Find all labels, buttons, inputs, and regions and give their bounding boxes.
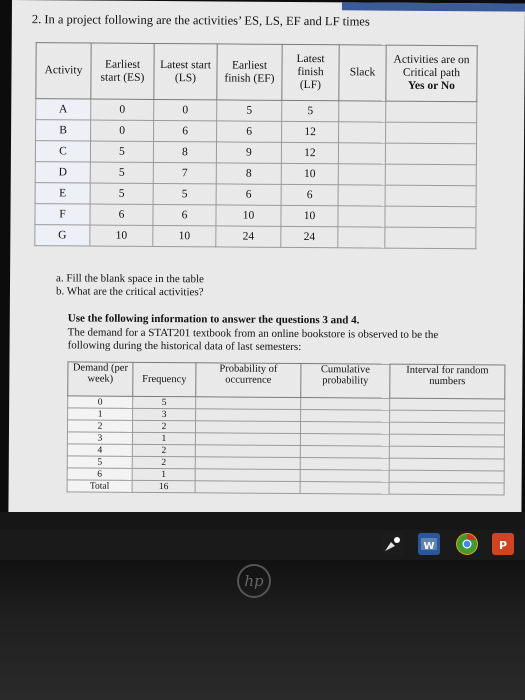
cell-slack [339,122,386,143]
cell-lf: 6 [281,184,338,205]
cell-frequency: 2 [132,420,195,432]
question-34-text-2: following during the historical data of last semesters: [67,339,302,354]
cell-critical [385,143,476,165]
cell-slack [338,143,385,164]
cell-slack [339,101,386,122]
cell-critical [385,164,476,186]
cell-ef: 8 [216,163,281,184]
cell-probability [195,481,300,494]
cell-critical [385,227,476,249]
cell-ls: 6 [154,120,217,141]
cell-critical [386,122,477,144]
cell-probability [196,409,301,422]
cell-activity: E [35,183,90,204]
cell-ls: 7 [153,162,216,183]
cell-probability [195,457,300,470]
cell-lf: 10 [281,163,338,184]
cell-cumulative [301,398,390,411]
cell-activity: C [35,141,90,162]
cell-interval [390,410,505,423]
cell-ef: 5 [217,100,282,121]
cell-interval [389,446,504,459]
cell-ef: 9 [216,142,281,163]
table-row [35,162,476,186]
cell-cumulative [301,410,390,423]
cell-ls: 8 [153,141,216,162]
cell-lf: 5 [282,100,339,121]
cell-frequency: 2 [132,456,195,468]
cell-activity: B [36,120,91,141]
col-earliest-finish: Earliest finish (EF) [217,44,282,100]
critical-col-line2: Critical path [402,66,461,80]
cell-slack [338,185,385,206]
col-latest-start: Latest start (LS) [154,43,217,99]
col-cumulative: Cumulative probability [301,364,390,399]
cell-frequency: 1 [132,432,195,444]
svg-text:W: W [423,541,435,552]
word-icon[interactable] [418,533,440,555]
cell-es: 5 [90,162,153,183]
cell-lf: 10 [281,205,338,226]
cell-cumulative [300,458,389,471]
table-row-total [67,480,504,495]
cell-interval [389,458,504,471]
cell-ef: 6 [216,184,281,205]
cell-cumulative [300,422,389,435]
cell-frequency: 1 [132,468,195,480]
activity-times-table [34,42,477,249]
cell-lf: 24 [281,226,338,247]
paint-icon[interactable] [382,533,404,555]
cell-frequency: 16 [132,480,195,492]
cell-frequency: 2 [132,444,195,456]
chrome-icon[interactable] [456,533,478,555]
cell-ls: 6 [153,204,216,225]
table-row [36,120,477,144]
critical-col-line1: Activities are on [393,53,470,67]
cell-demand: 6 [67,468,132,480]
cell-ls: 10 [153,225,216,246]
cell-interval [389,422,504,435]
cell-cumulative [300,482,389,495]
table-row [35,204,476,228]
cell-frequency: 5 [133,396,196,408]
powerpoint-icon[interactable] [492,533,514,555]
cell-ls: 0 [154,99,217,120]
cell-activity: G [35,225,90,246]
cell-probability [195,469,300,482]
cell-frequency: 3 [133,408,196,420]
window-titlebar [342,2,525,11]
cell-critical [386,101,477,123]
cell-demand: 4 [67,444,132,456]
cell-demand: 0 [68,396,133,408]
cell-ls: 5 [153,183,216,204]
sub-question-b: b. What are the critical activities? [55,285,204,299]
cell-slack [338,206,385,227]
col-activity: Activity [36,43,91,99]
cell-activity: D [35,162,90,183]
cell-es: 0 [91,99,154,120]
cell-cumulative [300,470,389,483]
cell-es: 5 [90,183,153,204]
table-row [35,225,476,249]
cell-activity: A [36,99,91,120]
table-row [35,141,476,165]
cell-cumulative [300,434,389,447]
table-header-row [68,362,505,399]
cell-interval [389,470,504,483]
cell-demand: 3 [67,432,132,444]
question-34-intro: Use the following information to answer the questions 3 and 4. [67,312,360,327]
cell-critical [385,185,476,207]
col-earliest-start: Earliest start (ES) [91,43,154,99]
sub-question-a: a. Fill the blank space in the table [56,272,204,286]
cell-ef: 24 [216,226,281,247]
col-critical-path [386,45,477,102]
cell-es: 0 [91,120,154,141]
cell-demand: Total [67,480,132,492]
col-latest-finish: Latest finish (LF) [282,44,339,100]
table-row [35,183,476,207]
cell-interval [389,482,504,495]
critical-col-line3: Yes or No [407,79,455,93]
cell-probability [195,445,300,458]
svg-text:P: P [498,539,508,552]
cell-probability [195,421,300,434]
col-interval: Interval for random numbers [390,364,505,399]
cell-slack [338,164,385,185]
col-slack: Slack [339,45,386,101]
cell-demand: 1 [68,408,133,420]
col-frequency: Frequency [133,362,196,396]
cell-es: 5 [90,141,153,162]
question-2-heading: 2. In a project following are the activities’ ES, LS, EF and LF times [31,12,370,29]
cell-slack [338,227,385,248]
question-34-text-1: The demand for a STAT201 textbook from an online bookstore is observed to be the [67,326,439,341]
cell-lf: 12 [282,121,339,142]
cell-demand: 5 [67,456,132,468]
taskbar [0,512,525,530]
cell-interval [390,398,505,411]
cell-lf: 12 [281,142,338,163]
table-row [36,99,477,123]
cell-es: 10 [90,225,153,246]
cell-activity: F [35,204,90,225]
col-probability: Probability of occurrence [196,363,301,398]
cell-interval [389,434,504,447]
document-page [8,0,525,516]
hp-logo: hp [237,564,271,598]
cell-ef: 10 [216,205,281,226]
cell-demand: 2 [67,420,132,432]
cell-es: 6 [90,204,153,225]
cell-critical [385,206,476,228]
table-header-row [36,43,477,102]
cell-cumulative [300,446,389,459]
col-demand: Demand (per week) [68,362,133,396]
cell-ef: 6 [217,121,282,142]
demand-table [67,361,506,495]
cell-probability [195,433,300,446]
cell-probability [196,397,301,410]
